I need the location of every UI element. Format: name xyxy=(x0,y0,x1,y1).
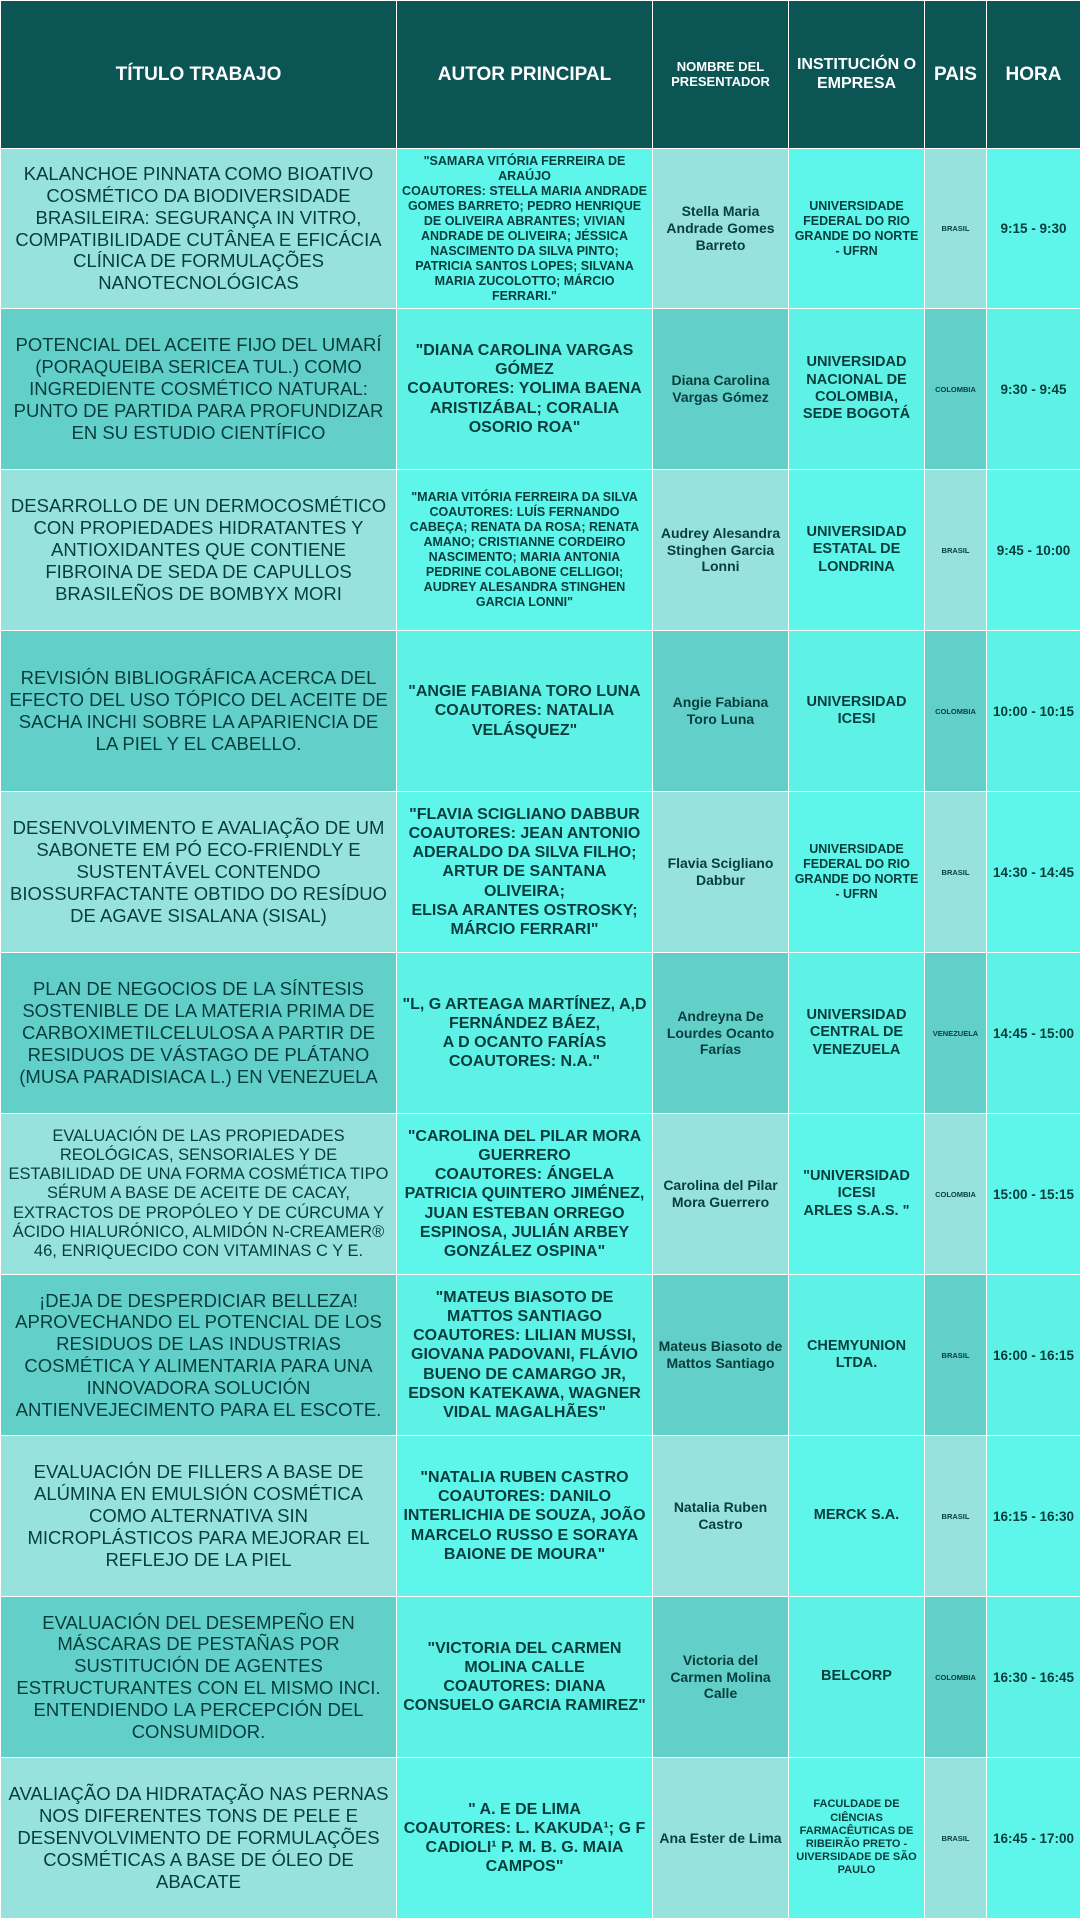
table-row xyxy=(1,1436,1080,1597)
table-row xyxy=(1,470,1080,631)
header-presenter: NOMBRE DEL PRESENTADOR xyxy=(653,1,789,149)
cell-title: POTENCIAL DEL ACEITE FIJO DEL UMARÍ (PORAQUEIBA SERICEA TUL.) COMO INGREDIENTE COSMÉTICO NATURAL: PUNTO DE PARTIDA PARA PROFUNDIZAR EN SU ESTUDIO CIENTÍFICO xyxy=(1,309,397,470)
table-row xyxy=(1,792,1080,953)
cell-time: 9:45 - 10:00 xyxy=(987,470,1080,631)
table-row xyxy=(1,1758,1080,1919)
cell-country: COLOMBIA xyxy=(925,309,987,470)
table-row xyxy=(1,631,1080,792)
cell-country: BRASIL xyxy=(925,149,987,309)
cell-time: 9:30 - 9:45 xyxy=(987,309,1080,470)
cell-author: "ANGIE FABIANA TORO LUNA COAUTORES: NATALIA VELÁSQUEZ" xyxy=(397,631,653,792)
cell-author: "CAROLINA DEL PILAR MORA GUERRERO COAUTORES: ÁNGELA PATRICIA QUINTERO JIMÉNEZ, JUAN ESTEBAN ORREGO ESPINOSA, JULIÁN ARBEY GONZÁLEZ OSPINA" xyxy=(397,1114,653,1275)
cell-time: 16:00 - 16:15 xyxy=(987,1275,1080,1436)
table-row xyxy=(1,309,1080,470)
cell-institution: UNIVERSIDAD CENTRAL DE VENEZUELA xyxy=(789,953,925,1114)
cell-title: EVALUACIÓN DE FILLERS A BASE DE ALÚMINA EN EMULSIÓN COSMÉTICA COMO ALTERNATIVA SIN MICROPLÁSTICOS PARA MEJORAR EL REFLEJO DE LA PIEL xyxy=(1,1436,397,1597)
cell-presenter: Diana Carolina Vargas Gómez xyxy=(653,309,789,470)
cell-author: " A. E DE LIMA COAUTORES: L. KAKUDA¹; G F CADIOLI¹ P. M. B. G. MAIA CAMPOS" xyxy=(397,1758,653,1919)
cell-title: DESENVOLVIMENTO E AVALIAÇÃO DE UM SABONETE EM PÓ ECO-FRIENDLY E SUSTENTÁVEL CONTENDO BIOSSURFACTANTE OBTIDO DO RESÍDUO DE AGAVE SISALANA (SISAL) xyxy=(1,792,397,953)
cell-institution: "UNIVERSIDAD ICESI ARLES S.A.S. " xyxy=(789,1114,925,1275)
cell-institution: UNIVERSIDAD NACIONAL DE COLOMBIA, SEDE BOGOTÁ xyxy=(789,309,925,470)
cell-country: VENEZUELA xyxy=(925,953,987,1114)
cell-institution: BELCORP xyxy=(789,1597,925,1758)
cell-time: 14:30 - 14:45 xyxy=(987,792,1080,953)
cell-presenter: Ana Ester de Lima xyxy=(653,1758,789,1919)
cell-institution: MERCK S.A. xyxy=(789,1436,925,1597)
header-author: AUTOR PRINCIPAL xyxy=(397,1,653,149)
cell-country: BRASIL xyxy=(925,470,987,631)
cell-time: 16:15 - 16:30 xyxy=(987,1436,1080,1597)
cell-title: KALANCHOE PINNATA COMO BIOATIVO COSMÉTICO DA BIODIVERSIDADE BRASILEIRA: SEGURANÇA IN VITRO, COMPATIBILIDADE CUTÂNEA E EFICÁCIA CLÍNICA DE FORMULAÇÕES NANOTECNOLÓGICAS xyxy=(1,149,397,309)
cell-author: "L, G ARTEAGA MARTÍNEZ, A,D FERNÁNDEZ BÁEZ, A D OCANTO FARÍAS COAUTORES: N.A." xyxy=(397,953,653,1114)
cell-country: COLOMBIA xyxy=(925,631,987,792)
cell-time: 16:45 - 17:00 xyxy=(987,1758,1080,1919)
cell-time: 9:15 - 9:30 xyxy=(987,149,1080,309)
cell-presenter: Angie Fabiana Toro Luna xyxy=(653,631,789,792)
table-row xyxy=(1,1597,1080,1758)
cell-presenter: Victoria del Carmen Molina Calle xyxy=(653,1597,789,1758)
cell-time: 15:00 - 15:15 xyxy=(987,1114,1080,1275)
cell-title: PLAN DE NEGOCIOS DE LA SÍNTESIS SOSTENIBLE DE LA MATERIA PRIMA DE CARBOXIMETILCELULOSA A PARTIR DE RESIDUOS DE VÁSTAGO DE PLÁTANO (MUSA PARADISIACA L.) EN VENEZUELA xyxy=(1,953,397,1114)
cell-time: 10:00 - 10:15 xyxy=(987,631,1080,792)
cell-institution: UNIVERSIDADE FEDERAL DO RIO GRANDE DO NORTE - UFRN xyxy=(789,792,925,953)
cell-presenter: Flavia Scigliano Dabbur xyxy=(653,792,789,953)
cell-author: "FLAVIA SCIGLIANO DABBUR COAUTORES: JEAN ANTONIO ADERALDO DA SILVA FILHO; ARTUR DE SANTANA OLIVEIRA; ELISA ARANTES OSTROSKY; MÁRCIO FERRARI" xyxy=(397,792,653,953)
table-row xyxy=(1,953,1080,1114)
cell-country: COLOMBIA xyxy=(925,1597,987,1758)
cell-presenter: Natalia Ruben Castro xyxy=(653,1436,789,1597)
table-header-row xyxy=(1,1,1080,149)
table-row xyxy=(1,1275,1080,1436)
cell-institution: FACULDADE DE CIÊNCIAS FARMACÊUTICAS DE RIBEIRÃO PRETO - UIVERSIDADE DE SÃO PAULO xyxy=(789,1758,925,1919)
cell-presenter: Carolina del Pilar Mora Guerrero xyxy=(653,1114,789,1275)
cell-time: 16:30 - 16:45 xyxy=(987,1597,1080,1758)
cell-institution: UNIVERSIDAD ESTATAL DE LONDRINA xyxy=(789,470,925,631)
cell-presenter: Mateus Biasoto de Mattos Santiago xyxy=(653,1275,789,1436)
cell-title: EVALUACIÓN DEL DESEMPEÑO EN MÁSCARAS DE PESTAÑAS POR SUSTITUCIÓN DE AGENTES ESTRUCTURANTES CON EL MISMO INCI. ENTENDIENDO LA PERCEPCIÓN DEL CONSUMIDOR. xyxy=(1,1597,397,1758)
cell-country: COLOMBIA xyxy=(925,1114,987,1275)
cell-institution: UNIVERSIDADE FEDERAL DO RIO GRANDE DO NORTE - UFRN xyxy=(789,149,925,309)
cell-title: REVISIÓN BIBLIOGRÁFICA ACERCA DEL EFECTO DEL USO TÓPICO DEL ACEITE DE SACHA INCHI SOBRE LA APARIENCIA DE LA PIEL Y EL CABELLO. xyxy=(1,631,397,792)
cell-country: BRASIL xyxy=(925,792,987,953)
cell-title: AVALIAÇÃO DA HIDRATAÇÃO NAS PERNAS NOS DIFERENTES TONS DE PELE E DESENVOLVIMENTO DE FORMULAÇÕES COSMÉTICAS A BASE DE ÓLEO DE ABACATE xyxy=(1,1758,397,1919)
cell-author: "MARIA VITÓRIA FERREIRA DA SILVA COAUTORES: LUÍS FERNANDO CABEÇA; RENATA DA ROSA; RENATA AMANO; CRISTIANNE CORDEIRO NASCIMENTO; MARIA ANTONIA PEDRINE COLABONE CELLIGOI; AUDREY ALESANDRA STINGHEN GARCIA LONNI" xyxy=(397,470,653,631)
cell-institution: UNIVERSIDAD ICESI xyxy=(789,631,925,792)
cell-author: "VICTORIA DEL CARMEN MOLINA CALLE COAUTORES: DIANA CONSUELO GARCIA RAMIREZ" xyxy=(397,1597,653,1758)
cell-presenter: Andreyna De Lourdes Ocanto Farías xyxy=(653,953,789,1114)
cell-time: 14:45 - 15:00 xyxy=(987,953,1080,1114)
cell-title: EVALUACIÓN DE LAS PROPIEDADES REOLÓGICAS, SENSORIALES Y DE ESTABILIDAD DE UNA FORMA COSMÉTICA TIPO SÉRUM A BASE DE ACEITE DE CACAY, EXTRACTOS DE PROPÓLEO Y DE CÚRCUMA Y ÁCIDO HIALURÓNICO, ALMIDÓN N-CREAMER® 46, ENRIQUECIDO CON VITAMINAS C Y E. xyxy=(1,1114,397,1275)
table-row xyxy=(1,149,1080,309)
cell-presenter: Stella Maria Andrade Gomes Barreto xyxy=(653,149,789,309)
cell-author: "NATALIA RUBEN CASTRO COAUTORES: DANILO INTERLICHIA DE SOUZA, JOÃO MARCELO RUSSO E SORAYA BAIONE DE MOURA" xyxy=(397,1436,653,1597)
cell-title: ¡DEJA DE DESPERDICIAR BELLEZA! APROVECHANDO EL POTENCIAL DE LOS RESIDUOS DE LAS INDUSTRIAS COSMÉTICA Y ALIMENTARIA PARA UNA INNOVADORA SOLUCIÓN ANTIENVEJECIMENTO PARA EL ESCOTE. xyxy=(1,1275,397,1436)
header-institution: INSTITUCIÓN O EMPRESA xyxy=(789,1,925,149)
cell-author: "SAMARA VITÓRIA FERREIRA DE ARAÚJO COAUTORES: STELLA MARIA ANDRADE GOMES BARRETO; PEDRO HENRIQUE DE OLIVEIRA ABRANTES; VIVIAN ANDRADE DE OLIVEIRA; JÉSSICA NASCIMENTO DA SILVA PINTO; PATRICIA SANTOS LOPES; SILVANA MARIA ZUCOLOTTO; MÁRCIO FERRARI." xyxy=(397,149,653,309)
cell-author: "DIANA CAROLINA VARGAS GÓMEZ COAUTORES: YOLIMA BAENA ARISTIZÁBAL; CORALIA OSORIO ROA" xyxy=(397,309,653,470)
cell-institution: CHEMYUNION LTDA. xyxy=(789,1275,925,1436)
cell-country: BRASIL xyxy=(925,1436,987,1597)
header-time: HORA xyxy=(987,1,1080,149)
cell-country: BRASIL xyxy=(925,1758,987,1919)
table-row xyxy=(1,1114,1080,1275)
cell-author: "MATEUS BIASOTO DE MATTOS SANTIAGO COAUTORES: LILIAN MUSSI, GIOVANA PADOVANI, FLÁVIO BUENO DE CAMARGO JR, EDSON KATEKAWA, WAGNER VIDAL MAGALHÃES" xyxy=(397,1275,653,1436)
cell-country: BRASIL xyxy=(925,1275,987,1436)
cell-title: DESARROLLO DE UN DERMOCOSMÉTICO CON PROPIEDADES HIDRATANTES Y ANTIOXIDANTES QUE CONTIENE FIBROINA DE SEDA DE CAPULLOS BRASILEÑOS DE BOMBYX MORI xyxy=(1,470,397,631)
cell-presenter: Audrey Alesandra Stinghen Garcia Lonni xyxy=(653,470,789,631)
header-country: PAIS xyxy=(925,1,987,149)
header-title: TÍTULO TRABAJO xyxy=(1,1,397,149)
